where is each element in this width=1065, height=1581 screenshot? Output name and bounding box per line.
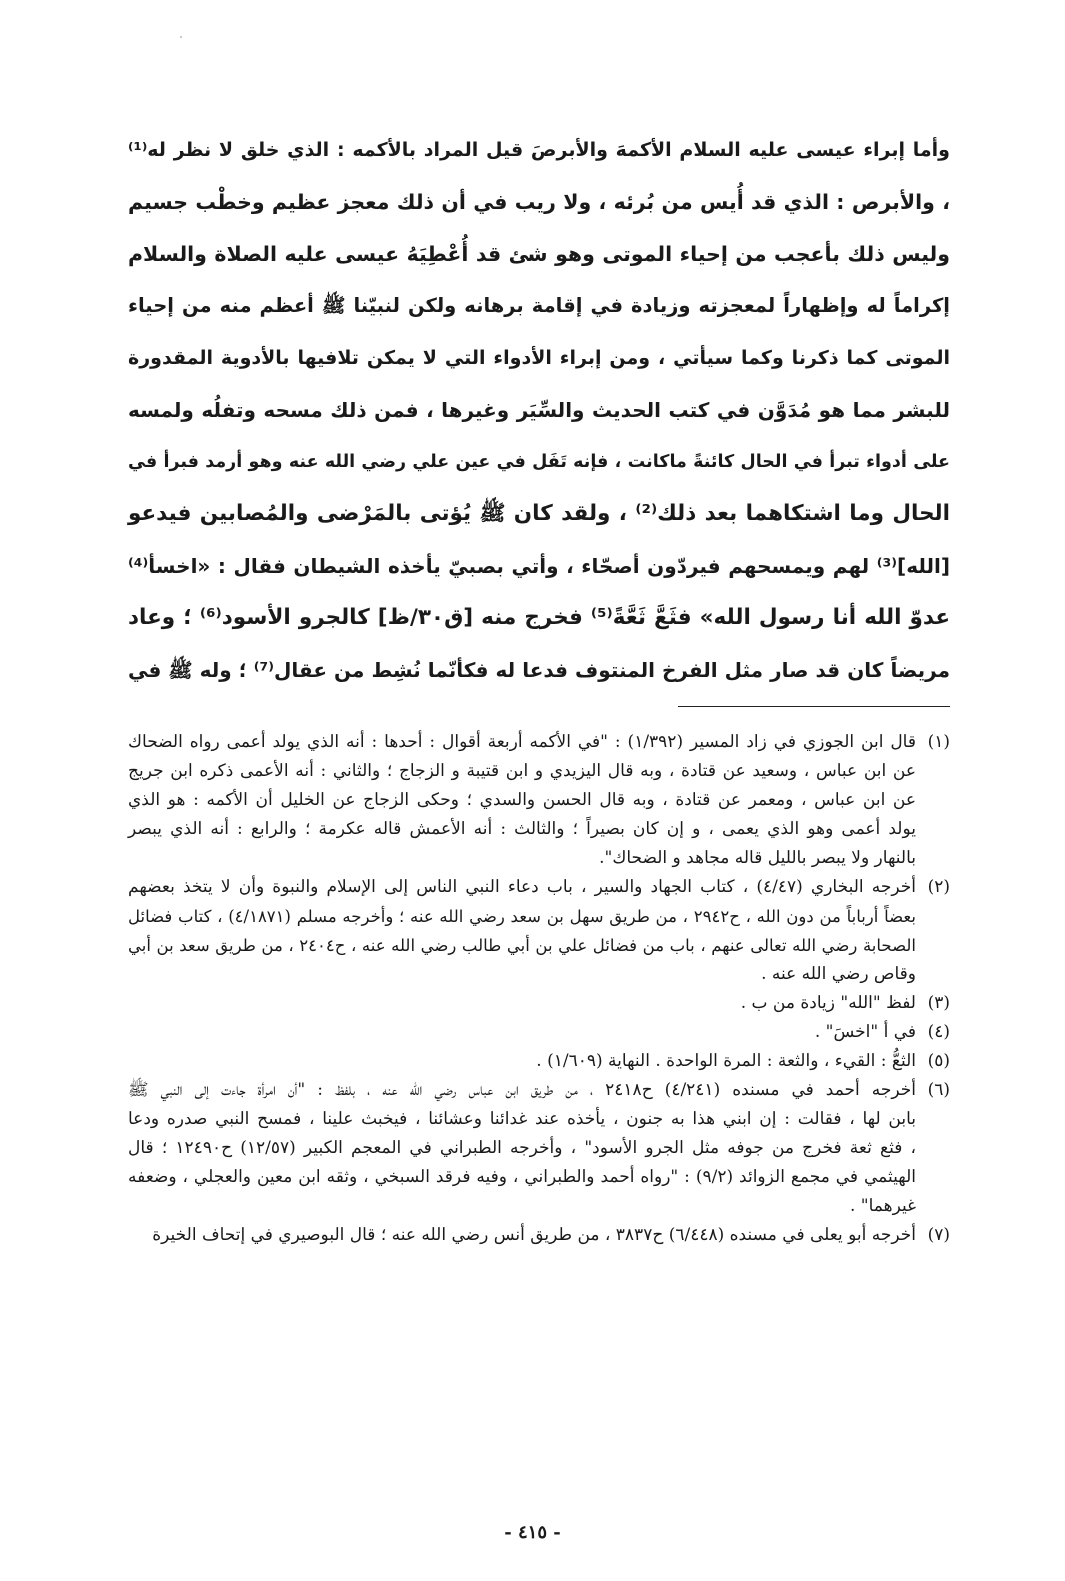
footnote-line: وقاص رضي الله عنه .: [761, 964, 916, 984]
main-text-block: [128, 124, 950, 696]
footnote-line: في أ "اخسَ" .: [814, 1022, 916, 1042]
footnotes-block: [128, 728, 950, 1250]
footnote-line: أخرجه أحمد في مسنده (٤/٢٤١) ح٢٤١٨ ، من طريق ابن عباس رضي الله عنه ، بلفظ : "أن امرأة جاءت إلى النبي ﷺ: [128, 1080, 917, 1100]
footnote-4: [128, 1018, 950, 1047]
footnote-line: أخرجه أبو يعلى في مسنده (٦/٤٤٨) ح٣٨٣٧ ، من طريق أنس رضي الله عنه ؛ قال البوصيري في إتحاف الخيرة: [152, 1225, 916, 1245]
main-text-line: للبشر مما هو مُدَوَّن في كتب الحديث والسِّيَر وغيرها ، فمن ذلك مسحه وتفلُه ولمسه: [128, 398, 950, 422]
footnote-line: الثعُّ : القيء ، والثعة : المرة الواحدة . النهاية (١/٦٠٩) .: [536, 1051, 916, 1071]
footnote-line: عن ابن عباس ، ومعمر عن قتادة ، وبه قال الحسن والسدي ؛ وحكى الزجاج عن الخليل أن الأكمه : هو الذي: [128, 790, 916, 810]
footnote-line: قال ابن الجوزي في زاد المسير (١/٣٩٢) : "في الأكمه أربعة أقوال : أحدها : أنه الذي يولد أعمى رواه الضحاك: [128, 732, 916, 752]
footnote-line: عن ابن عباس ، وسعيد عن قتادة ، وبه قال اليزيدي و ابن قتيبة و الزجاج ؛ والثاني : أنه الأعمى ذكره ابن جريج: [128, 761, 916, 781]
footnote-line: ، فثع ثعة فخرج من جوفه مثل الجرو الأسود" ، وأخرجه الطبراني في المعجم الكبير (١٢/٥٧) ح١٢٤٩٠ ؛ قال: [128, 1138, 916, 1158]
footnote-line: الهيثمي في مجمع الزوائد (٩/٢) : "رواه أحمد والطبراني ، وفيه فرقد السبخي ، وثقه ابن معين والعجلي ، وضعفه: [128, 1167, 916, 1187]
footnote-line: بعضاً أرباباً من دون الله ، ح٢٩٤٢ ، من طريق سهل بن سعد رضي الله عنه ؛ وأخرجه مسلم (٤/١٨٧١) ، كتاب فضائل: [128, 907, 916, 926]
footnote-line: غيرهما" .: [850, 1196, 916, 1216]
footnote-7: [128, 1221, 950, 1250]
main-text-line: الموتى كما ذكرنا وكما سيأتي ، ومن إبراء الأدواء التي لا يمكن تلافيها بالأدوية المقدورة: [128, 347, 950, 369]
footnote-number: (٦): [927, 1080, 950, 1100]
footnote-line: أخرجه البخاري (٤/٤٧) ، كتاب الجهاد والسير ، باب دعاء النبي الناس إلى الإسلام والنبوة وأن لا يتخذ بعضهم: [128, 877, 916, 897]
footnote-3: [128, 989, 950, 1018]
footnote-line: لفظ "الله" زيادة من ب .: [740, 993, 916, 1013]
footnote-number: (٣): [927, 993, 950, 1013]
footnote-number: (١): [927, 732, 950, 752]
footnote-line: بابن لها ، فقالت : إن ابني هذا به جنون ، يأخذه عند غدائنا وعشائنا ، فيخبث علينا ، فمسح النبي صدره ودعا: [128, 1109, 916, 1129]
main-text-line: [الله]⁽³⁾ لهم ويمسحهم فيردّون أصحّاء ، وأتي بصبيّ يأخذه الشيطان فقال : «اخسأ⁽⁴⁾: [128, 554, 950, 578]
footnote-line: يولد أعمى وهو الذي يعمى ، و إن كان بصيراً ؛ والثالث : أنه الأعمش قاله عكرمة ؛ والرابع : أنه الذي يبصر: [128, 819, 916, 839]
main-text-line: وأما إبراء عيسى عليه السلام الأكمهَ والأبرصَ قيل المراد بالأكمه : الذي خلق لا نظر له⁽¹⁾: [128, 139, 950, 161]
main-text-line: الحال وما اشتكاهما بعد ذلك⁽²⁾ ، ولقد كان ﷺ يُؤتى بالمَرْضى والمُصابين فيدعو: [128, 501, 951, 526]
footnote-separator: [678, 706, 950, 707]
page-number: - ٤١٥ -: [504, 1522, 561, 1543]
footnote-1: [128, 728, 950, 873]
main-text-line: ، والأبرص : الذي قد أُيس من بُرئه ، ولا ريب في أن ذلك معجز عظيم وخطْب جسيم: [128, 190, 950, 214]
main-text-line: وليس ذلك بأعجب من إحياء الموتى وهو شئ قد أُعْطِيَهُ عيسى عليه الصلاة والسلام: [128, 242, 950, 266]
scan-speck: [180, 36, 182, 38]
footnote-line: بالنهار ولا يبصر بالليل قاله مجاهد و الضحاك".: [599, 848, 916, 868]
footnote-6: [128, 1076, 950, 1221]
footnote-2: [128, 873, 950, 989]
main-text-line: عدوّ الله أنا رسول الله» فثَعَّ ثَعَّةً⁽⁵⁾ فخرج منه [ق٣٠/ظ] كالجرو الأسود⁽⁶⁾ ؛ وعاد: [128, 605, 951, 630]
footnote-line: الصحابة رضي الله تعالى عنهم ، باب من فضائل علي بن أبي طالب رضي الله عنه ، ح٢٤٠٤ ، من طريق سعد بن أبي: [128, 936, 917, 955]
main-text-line: إكراماً له وإظهاراً لمعجزته وزيادة في إقامة برهانه ولكن لنبيّنا ﷺ أعظم منه من إحياء: [128, 294, 950, 317]
main-text-line: على أدواء تبرأ في الحال كائنةً ماكانت ، فإنه تَفَل في عين علي رضي الله عنه وهو أرمد فبرأ في: [128, 452, 950, 472]
footnote-number: (٤): [927, 1022, 950, 1042]
footnote-5: [128, 1047, 950, 1076]
footnote-number: (٧): [927, 1225, 950, 1245]
footnote-number: (٥): [927, 1051, 950, 1071]
main-text-line: مريضاً كان قد صار مثل الفرخ المنتوف فدعا له فكأنّما نُشِط من عقال⁽⁷⁾ ؛ وله ﷺ في: [128, 658, 951, 682]
footnote-number: (٢): [927, 877, 950, 897]
